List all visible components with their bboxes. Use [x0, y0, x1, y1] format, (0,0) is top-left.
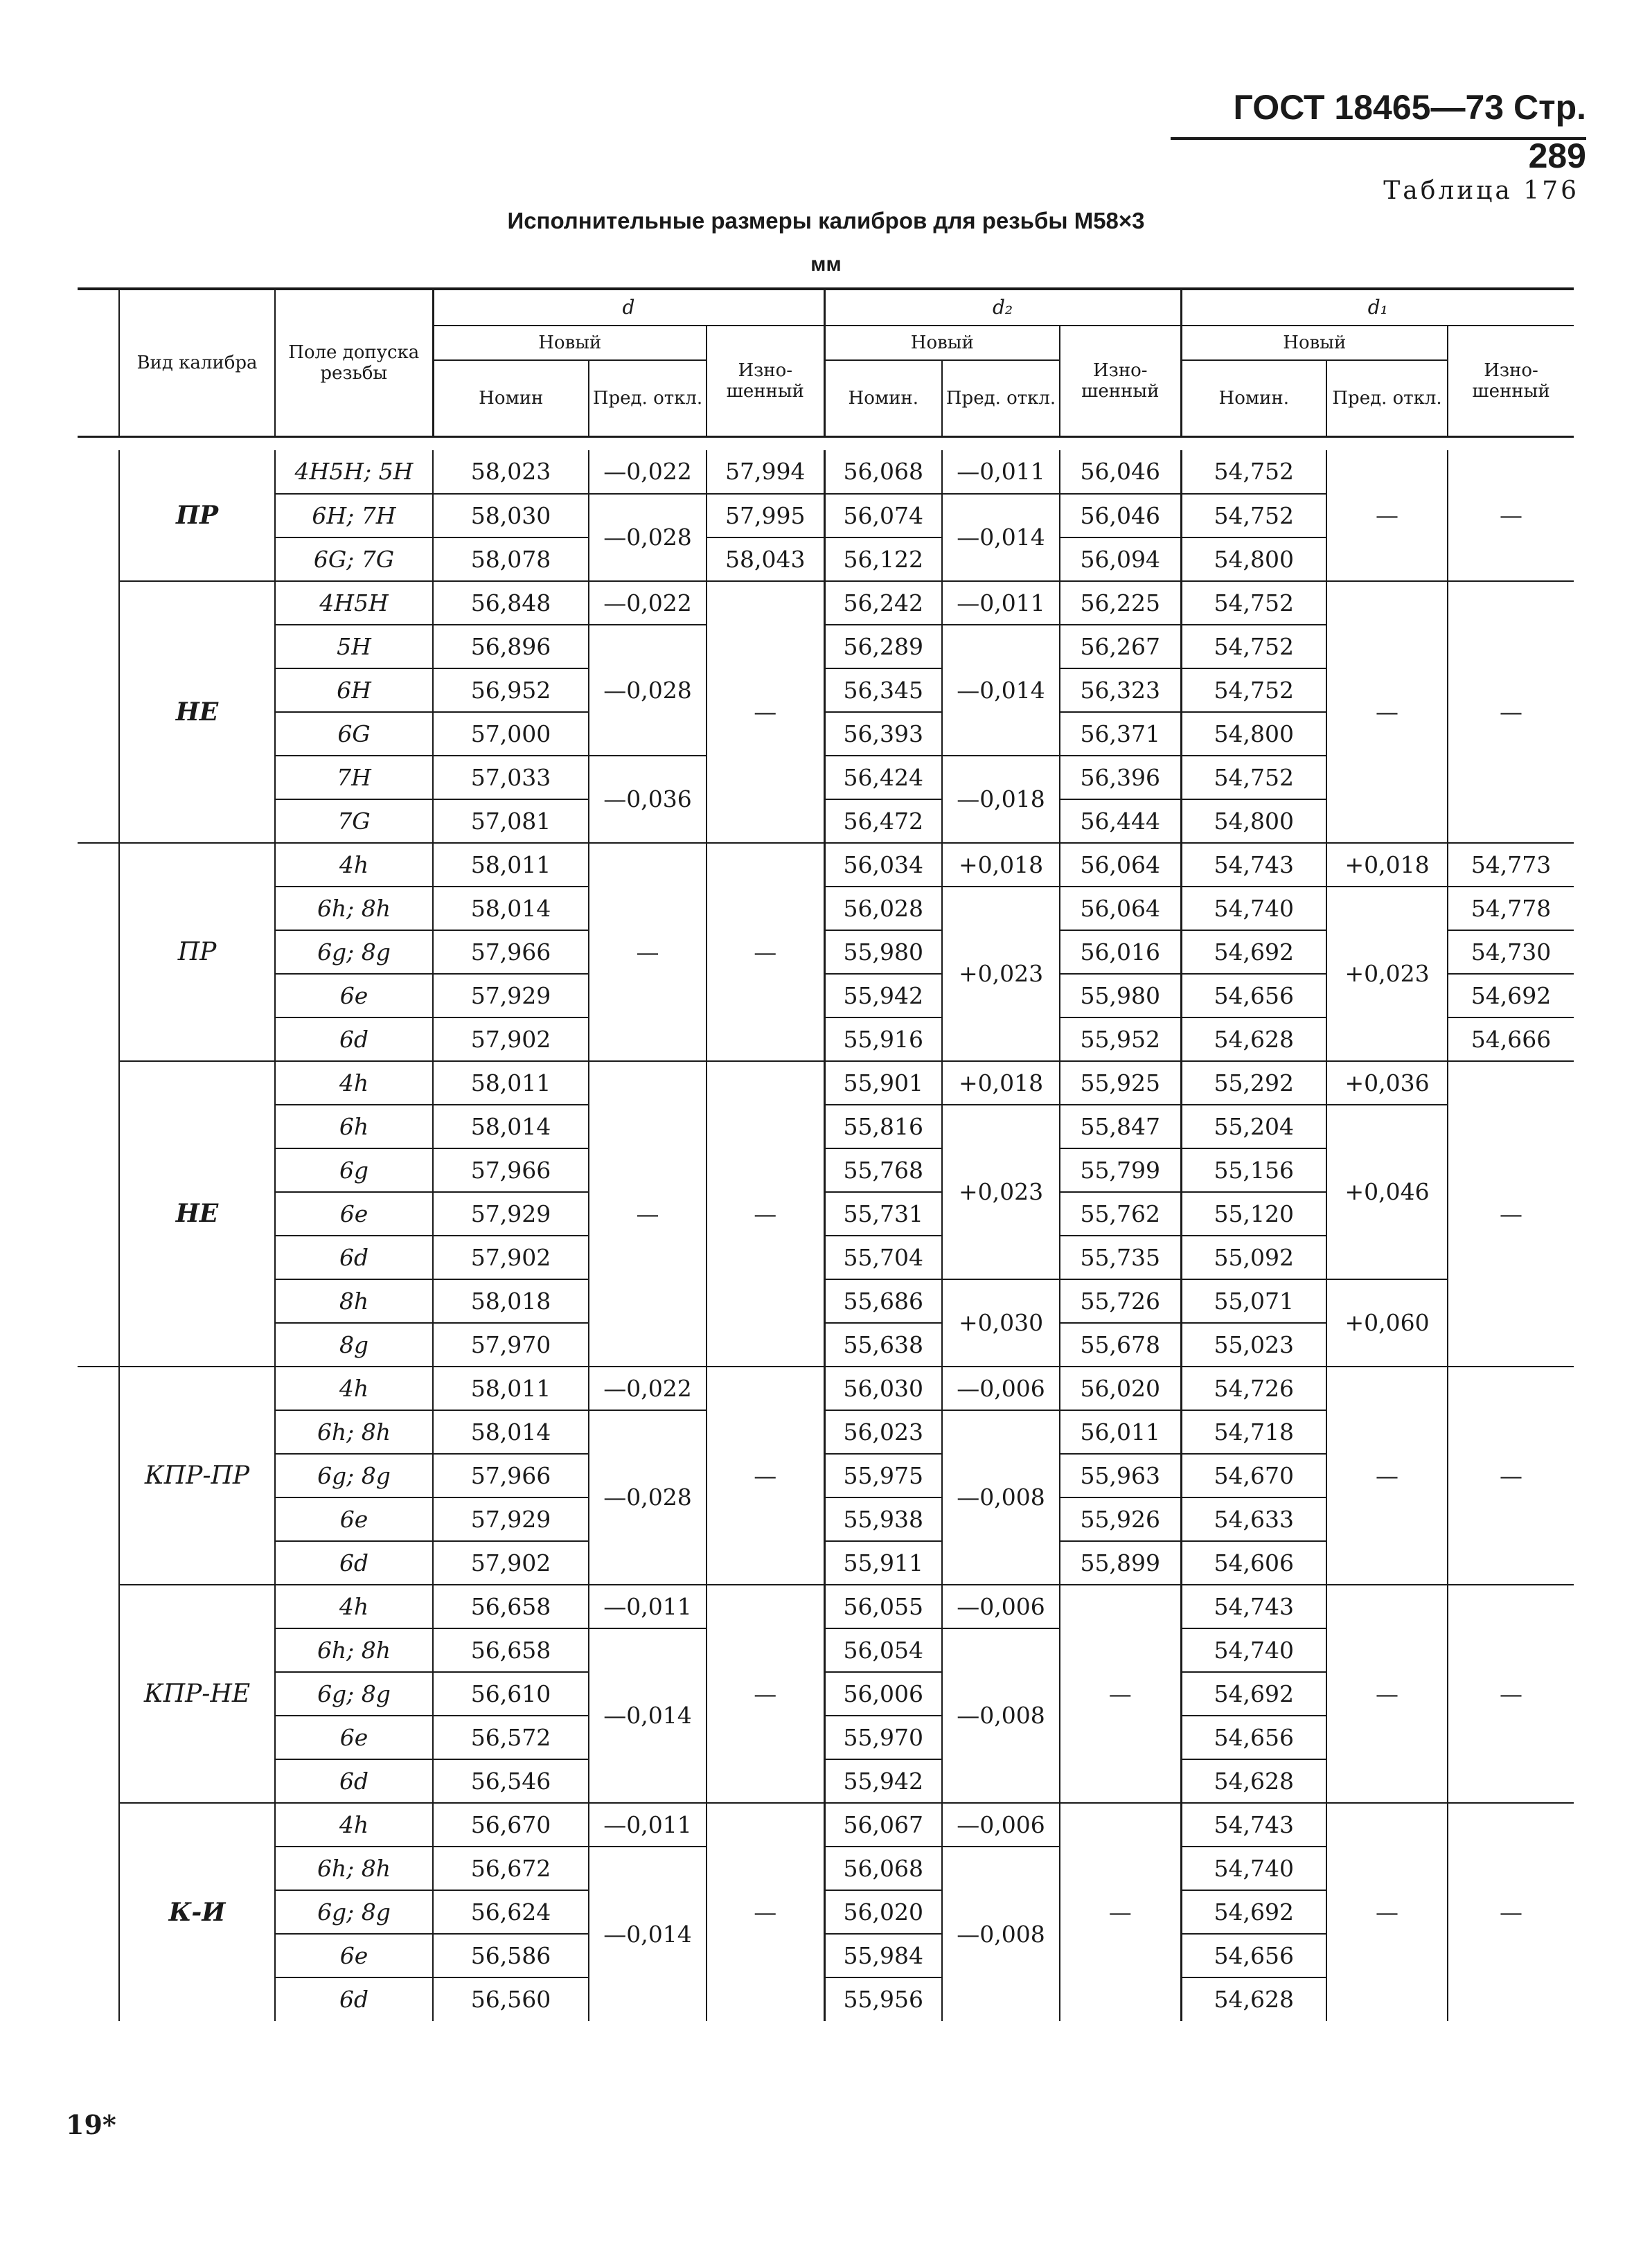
table-row: [78, 1803, 1574, 1847]
table-cell: 55,816: [824, 1105, 942, 1148]
table-cell: 54,692: [1181, 1890, 1326, 1934]
table-cell: 55,071: [1181, 1279, 1326, 1323]
table-cell: 6H: [275, 668, 433, 712]
group-label-rings: [78, 843, 119, 1367]
table-cell: 56,672: [433, 1847, 589, 1890]
kind-plug-ne: НЕ: [119, 581, 275, 843]
table-cell: 54,666: [1448, 1017, 1574, 1061]
d1-worn-dash: —: [1448, 450, 1574, 581]
table-cell: 55,970: [824, 1716, 942, 1759]
table-cell: 58,023: [433, 450, 589, 494]
table-cell: 8g: [275, 1323, 433, 1367]
table-cell: —0,022: [589, 450, 707, 494]
kind-column-header: Вид калибра: [119, 289, 275, 436]
kind-kpr-ne: КПР-НЕ: [119, 1585, 275, 1803]
table-cell: 4h: [275, 1061, 433, 1105]
d-nominal-header: Номин: [433, 360, 589, 436]
table-cell: 54,740: [1181, 887, 1326, 930]
table-cell: 6d: [275, 1017, 433, 1061]
table-cell: 4H5H: [275, 581, 433, 625]
table-row: [78, 843, 1574, 887]
table-cell: 55,925: [1060, 1061, 1181, 1105]
table-cell: 55,092: [1181, 1236, 1326, 1279]
table-cell: 56,023: [824, 1410, 942, 1454]
table-cell: —: [589, 843, 707, 1061]
table-cell: +0,018: [1326, 843, 1448, 887]
table-cell: 55,942: [824, 974, 942, 1017]
d-deviation-header: Пред. откл.: [589, 360, 707, 436]
table-cell: 56,896: [433, 625, 589, 668]
table-cell: 58,014: [433, 1410, 589, 1454]
table-cell: 54,752: [1181, 756, 1326, 799]
table-cell: 54,740: [1181, 1628, 1326, 1672]
table-cell: 6g; 8g: [275, 1454, 433, 1497]
table-cell: +0,018: [942, 1061, 1060, 1105]
table-cell: 57,902: [433, 1541, 589, 1585]
table-cell: 55,942: [824, 1759, 942, 1803]
table-cell: 56,572: [433, 1716, 589, 1759]
table-cell: 56,472: [824, 799, 942, 843]
group-label-plugs: [78, 450, 119, 843]
table-cell: 56,094: [1060, 537, 1181, 581]
kind-kpr-pr: КПР-ПР: [119, 1367, 275, 1585]
table-cell: —0,018: [942, 756, 1060, 843]
table-row: [78, 1061, 1574, 1105]
table-cell: 55,980: [824, 930, 942, 974]
table-cell: 6d: [275, 1977, 433, 2021]
d1-new-header: Новый: [1181, 326, 1448, 360]
table-cell: 7H: [275, 756, 433, 799]
table-cell: 55,023: [1181, 1323, 1326, 1367]
d2-nominal-header: Номин.: [824, 360, 942, 436]
table-cell: —0,014: [942, 494, 1060, 581]
table-cell: 58,043: [707, 537, 824, 581]
table-cell: —: [707, 1367, 824, 1585]
table-cell: 6e: [275, 1716, 433, 1759]
table-cell: —0,014: [942, 625, 1060, 756]
table-cell: 4h: [275, 1585, 433, 1628]
table-cell: 55,926: [1060, 1497, 1181, 1541]
table-cell: 54,752: [1181, 450, 1326, 494]
table-cell: 56,046: [1060, 494, 1181, 537]
table-cell: 54,628: [1181, 1759, 1326, 1803]
table-cell: 56,323: [1060, 668, 1181, 712]
table-cell: —0,028: [589, 494, 707, 581]
table-cell: 57,966: [433, 930, 589, 974]
table-cell: 56,028: [824, 887, 942, 930]
table-row: [78, 450, 1574, 494]
table-cell: —0,022: [589, 1367, 707, 1410]
table-cell: 54,656: [1181, 974, 1326, 1017]
table-cell: 58,011: [433, 1061, 589, 1105]
table-cell: 56,848: [433, 581, 589, 625]
table-cell: 55,204: [1181, 1105, 1326, 1148]
table-cell: —: [589, 1061, 707, 1367]
d2-new-header: Новый: [824, 326, 1060, 360]
table-cell: 56,444: [1060, 799, 1181, 843]
table-cell: 57,994: [707, 450, 824, 494]
table-row: [78, 1585, 1574, 1628]
table-cell: 55,678: [1060, 1323, 1181, 1367]
table-cell: —0,028: [589, 1410, 707, 1585]
kind-plug-pr: ПР: [119, 450, 275, 581]
table-cell: 57,033: [433, 756, 589, 799]
table-cell: 56,586: [433, 1934, 589, 1977]
table-cell: 54,628: [1181, 1977, 1326, 2021]
table-cell: —0,028: [589, 625, 707, 756]
table-title: Исполнительные размеры калибров для резьбы М58×3: [507, 208, 1145, 233]
table-cell: 56,011: [1060, 1410, 1181, 1454]
table-cell: —: [707, 1061, 824, 1367]
table-number: Таблица 176: [1383, 177, 1579, 205]
table-cell: 54,752: [1181, 494, 1326, 537]
table-cell: 57,995: [707, 494, 824, 537]
table-cell: 55,735: [1060, 1236, 1181, 1279]
table-cell: 58,078: [433, 537, 589, 581]
table-cell: 54,726: [1181, 1367, 1326, 1410]
table-cell: 7G: [275, 799, 433, 843]
table-cell: 54,740: [1181, 1847, 1326, 1890]
table-cell: 56,055: [824, 1585, 942, 1628]
table-cell: 6g; 8g: [275, 1672, 433, 1716]
table-cell: 55,916: [824, 1017, 942, 1061]
table-cell: 4H5H; 5H: [275, 450, 433, 494]
table-cell: 6e: [275, 1497, 433, 1541]
table-cell: 54,692: [1181, 930, 1326, 974]
table-cell: —: [1448, 1803, 1574, 2021]
table-cell: 57,966: [433, 1148, 589, 1192]
table-cell: 58,030: [433, 494, 589, 537]
table-cell: —: [1060, 1803, 1181, 2021]
table-cell: —0,022: [589, 581, 707, 625]
table-cell: 56,020: [824, 1890, 942, 1934]
table-cell: 56,393: [824, 712, 942, 756]
table-cell: 58,011: [433, 1367, 589, 1410]
table-cell: —: [1326, 581, 1448, 843]
table-cell: 56,016: [1060, 930, 1181, 974]
table-cell: +0,023: [942, 1105, 1060, 1279]
table-cell: 54,752: [1181, 625, 1326, 668]
table-cell: —: [707, 1585, 824, 1803]
table-cell: 56,067: [824, 1803, 942, 1847]
table-cell: 56,396: [1060, 756, 1181, 799]
table-cell: —0,014: [589, 1628, 707, 1803]
table-cell: 54,800: [1181, 712, 1326, 756]
table-cell: 6G: [275, 712, 433, 756]
table-cell: 54,800: [1181, 537, 1326, 581]
table-cell: 55,911: [824, 1541, 942, 1585]
table-cell: 55,731: [824, 1192, 942, 1236]
d-worn-header: Изно-шенный: [707, 326, 824, 436]
table-cell: 56,345: [824, 668, 942, 712]
table-cell: +0,018: [942, 843, 1060, 887]
table-cell: —0,036: [589, 756, 707, 843]
table-cell: 6g: [275, 1148, 433, 1192]
d2-deviation-header: Пред. откл.: [942, 360, 1060, 436]
table-cell: 56,122: [824, 537, 942, 581]
table-cell: 6h; 8h: [275, 1410, 433, 1454]
table-cell: 54,656: [1181, 1934, 1326, 1977]
table-cell: 56,546: [433, 1759, 589, 1803]
table-cell: 56,242: [824, 581, 942, 625]
table-cell: —: [707, 1803, 824, 2021]
table-cell: 54,692: [1181, 1672, 1326, 1716]
table-cell: —0,006: [942, 1803, 1060, 1847]
table-cell: 56,054: [824, 1628, 942, 1672]
table-cell: 6G; 7G: [275, 537, 433, 581]
table-cell: 55,156: [1181, 1148, 1326, 1192]
table-cell: —: [1448, 1367, 1574, 1585]
table-cell: 6e: [275, 1934, 433, 1977]
page-number: Стр. 289: [1513, 88, 1586, 175]
table-cell: 55,726: [1060, 1279, 1181, 1323]
table-cell: 54,752: [1181, 668, 1326, 712]
table-cell: 4h: [275, 1367, 433, 1410]
table-cell: 6d: [275, 1759, 433, 1803]
standard-number: ГОСТ 18465—73: [1233, 88, 1504, 127]
table-cell: —: [1060, 1585, 1181, 1803]
table-cell: 6h; 8h: [275, 887, 433, 930]
d1-worn-header: Изно-шенный: [1448, 326, 1574, 436]
table-cell: 56,289: [824, 625, 942, 668]
table-cell: 56,424: [824, 756, 942, 799]
d-worn-dash: —: [707, 581, 824, 843]
table-cell: 6g; 8g: [275, 1890, 433, 1934]
table-cell: 6e: [275, 974, 433, 1017]
table-cell: —0,011: [942, 450, 1060, 494]
table-cell: 55,704: [824, 1236, 942, 1279]
table-cell: 55,975: [824, 1454, 942, 1497]
table-cell: +0,030: [942, 1279, 1060, 1367]
table-cell: 56,670: [433, 1803, 589, 1847]
table-cell: 6h; 8h: [275, 1847, 433, 1890]
table-cell: 57,970: [433, 1323, 589, 1367]
table-cell: 55,899: [1060, 1541, 1181, 1585]
table-cell: 6H; 7H: [275, 494, 433, 537]
table-cell: 55,963: [1060, 1454, 1181, 1497]
table-cell: 56,658: [433, 1628, 589, 1672]
table-cell: —0,011: [942, 581, 1060, 625]
table-cell: —: [1326, 1803, 1448, 2021]
table-cell: 54,718: [1181, 1410, 1326, 1454]
table-cell: 54,730: [1448, 930, 1574, 974]
table-cell: 56,560: [433, 1977, 589, 2021]
table-cell: —0,008: [942, 1410, 1060, 1585]
table-cell: 6h: [275, 1105, 433, 1148]
table-cell: 6d: [275, 1541, 433, 1585]
table-cell: 56,006: [824, 1672, 942, 1716]
table-cell: 54,778: [1448, 887, 1574, 930]
kind-k-i: К-И: [119, 1803, 275, 2021]
table-cell: 56,225: [1060, 581, 1181, 625]
table-cell: 57,966: [433, 1454, 589, 1497]
table-cell: 6g; 8g: [275, 930, 433, 974]
table-cell: 55,686: [824, 1279, 942, 1323]
table-cell: —0,011: [589, 1585, 707, 1628]
table-cell: 55,980: [1060, 974, 1181, 1017]
running-head: [1171, 83, 1586, 175]
table-cell: 56,610: [433, 1672, 589, 1716]
table-cell: +0,046: [1326, 1105, 1448, 1279]
table-cell: 55,847: [1060, 1105, 1181, 1148]
table-cell: —0,008: [942, 1628, 1060, 1803]
table-cell: 57,902: [433, 1017, 589, 1061]
table-cell: —: [1448, 581, 1574, 843]
table-cell: 57,929: [433, 974, 589, 1017]
table-cell: 56,064: [1060, 887, 1181, 930]
table-row: [78, 1105, 1574, 1148]
table-cell: +0,023: [1326, 887, 1448, 1061]
table-cell: 54,743: [1181, 1585, 1326, 1628]
table-cell: +0,023: [942, 887, 1060, 1061]
d-new-header: Новый: [433, 326, 707, 360]
kind-ring-ne: НЕ: [119, 1061, 275, 1367]
table-cell: 55,799: [1060, 1148, 1181, 1192]
table-cell: 54,606: [1181, 1541, 1326, 1585]
table-cell: —: [1448, 1585, 1574, 1803]
table-cell: 56,371: [1060, 712, 1181, 756]
table-cell: 56,624: [433, 1890, 589, 1934]
table-unit: мм: [810, 253, 842, 276]
table-cell: 56,068: [824, 450, 942, 494]
table-row: [78, 887, 1574, 930]
table-cell: —0,008: [942, 1847, 1060, 2021]
table-cell: 6e: [275, 1192, 433, 1236]
table-cell: —: [1448, 1061, 1574, 1367]
table-cell: —0,011: [589, 1803, 707, 1847]
table-cell: +0,060: [1326, 1279, 1448, 1367]
table-cell: 5H: [275, 625, 433, 668]
table-cell: 54,743: [1181, 1803, 1326, 1847]
table-cell: —: [1326, 1585, 1448, 1803]
table-cell: 6h; 8h: [275, 1628, 433, 1672]
table-cell: 54,743: [1181, 843, 1326, 887]
d2-column-header: d₂: [824, 289, 1181, 326]
table-cell: 55,768: [824, 1148, 942, 1192]
table-cell: 55,762: [1060, 1192, 1181, 1236]
table-cell: 54,800: [1181, 799, 1326, 843]
table-cell: 55,120: [1181, 1192, 1326, 1236]
table-cell: 4h: [275, 1803, 433, 1847]
table-cell: 55,956: [824, 1977, 942, 2021]
table-cell: 54,773: [1448, 843, 1574, 887]
table-cell: 56,030: [824, 1367, 942, 1410]
table-cell: 56,074: [824, 494, 942, 537]
table-cell: 55,901: [824, 1061, 942, 1105]
table-row: [78, 581, 1574, 625]
d1-deviation-header: Пред. откл.: [1326, 360, 1448, 436]
table-cell: —: [707, 843, 824, 1061]
table-row: [78, 1367, 1574, 1410]
table-cell: 56,267: [1060, 625, 1181, 668]
table-cell: 55,638: [824, 1323, 942, 1367]
table-cell: 56,064: [1060, 843, 1181, 887]
table-cell: 58,014: [433, 1105, 589, 1148]
gauge-dimensions-table: [78, 287, 1574, 2021]
table-cell: 55,938: [824, 1497, 942, 1541]
table-cell: 57,081: [433, 799, 589, 843]
table-cell: 54,656: [1181, 1716, 1326, 1759]
table-cell: 54,670: [1181, 1454, 1326, 1497]
table-cell: 54,628: [1181, 1017, 1326, 1061]
table-cell: +0,036: [1326, 1061, 1448, 1105]
table-cell: 56,020: [1060, 1367, 1181, 1410]
d1-deviation-dash: —: [1326, 450, 1448, 581]
table-cell: 55,984: [824, 1934, 942, 1977]
table-cell: 54,752: [1181, 581, 1326, 625]
table-cell: 57,929: [433, 1192, 589, 1236]
table-cell: —: [1326, 1367, 1448, 1585]
name-column-header: [78, 289, 119, 436]
table-cell: 56,046: [1060, 450, 1181, 494]
table-cell: 57,000: [433, 712, 589, 756]
d2-worn-header: Изно-шенный: [1060, 326, 1181, 436]
table-cell: 56,034: [824, 843, 942, 887]
table-cell: 55,292: [1181, 1061, 1326, 1105]
table-cell: —0,014: [589, 1847, 707, 2021]
group-label-control: [78, 1367, 119, 2021]
table-cell: 54,633: [1181, 1497, 1326, 1541]
field-column-header: Поле допуска резьбы: [275, 289, 433, 436]
d1-nominal-header: Номин.: [1181, 360, 1326, 436]
table-cell: 58,018: [433, 1279, 589, 1323]
table-row: [78, 1279, 1574, 1323]
table-cell: 58,011: [433, 843, 589, 887]
table-cell: 6d: [275, 1236, 433, 1279]
kind-ring-pr: ПР: [119, 843, 275, 1061]
table-cell: 57,902: [433, 1236, 589, 1279]
page-footer-mark: 19*: [66, 2109, 116, 2140]
d1-column-header: d₁: [1181, 289, 1574, 326]
d-column-header: d: [433, 289, 824, 326]
table-cell: 57,929: [433, 1497, 589, 1541]
table-cell: 8h: [275, 1279, 433, 1323]
table-cell: —0,006: [942, 1585, 1060, 1628]
table-cell: 54,692: [1448, 974, 1574, 1017]
table-cell: 4h: [275, 843, 433, 887]
table-cell: —0,006: [942, 1367, 1060, 1410]
table-cell: 56,068: [824, 1847, 942, 1890]
table-cell: 56,658: [433, 1585, 589, 1628]
table-cell: 55,952: [1060, 1017, 1181, 1061]
table-cell: 56,952: [433, 668, 589, 712]
table-cell: 58,014: [433, 887, 589, 930]
